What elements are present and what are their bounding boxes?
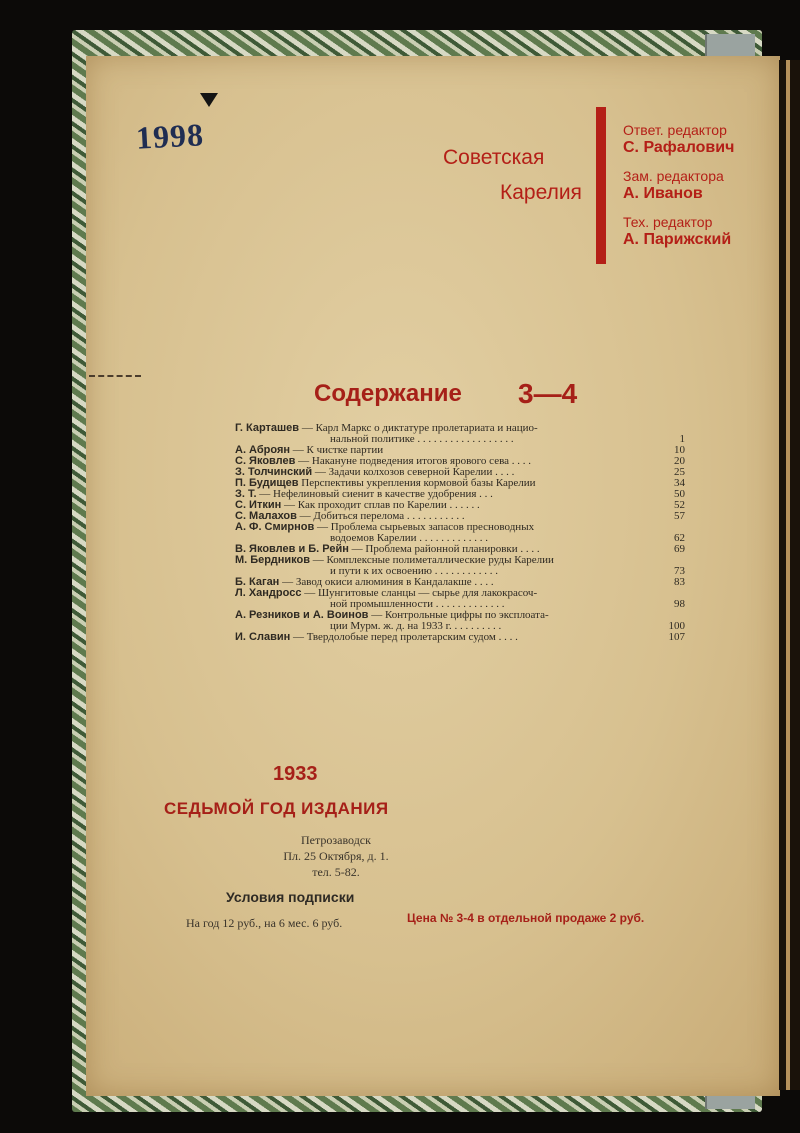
toc-entry-title: — Как проходит сплав по Карелии . . . . . . [281, 500, 480, 511]
toc-entry-title: — Завод окиси алюминия в Кандалакше . . . . [279, 577, 494, 588]
inventory-stamp-number: 1998 [135, 116, 205, 156]
single-issue-price: Цена № 3-4 в отдельной продаже 2 руб. [407, 911, 645, 925]
toc-entry [235, 555, 685, 566]
toc-entry-page: 57 [674, 510, 685, 522]
toc-entry-title: водоемов Карелии . . . . . . . . . . . . . [330, 533, 489, 544]
toc-entry-title: Перспективы укрепления кормовой базы Карелии [298, 478, 536, 489]
toc-entry-author: А. Резников и А. Воинов [235, 610, 369, 621]
page-edge-strip [786, 60, 790, 1090]
editor-role: Зам. редактора [623, 168, 724, 184]
toc-entry-author: А. Аброян [235, 445, 291, 456]
publication-year: 1933 [273, 763, 318, 785]
toc-entry-author: В. Яковлев и Б. Рейн [235, 544, 349, 555]
toc-entry-author: З. Т. [235, 489, 257, 500]
editor-role: Ответ. редактор [623, 122, 727, 138]
toc-entry [235, 599, 685, 610]
toc-entry [235, 489, 685, 500]
toc-entry-page: 98 [674, 598, 685, 610]
toc-entry-page: 100 [668, 620, 685, 632]
toc-entry-page: 52 [674, 499, 685, 511]
toc-entry [235, 566, 685, 577]
toc-entry-author: С. Яковлев [235, 456, 296, 467]
toc-entry-title: — Контрольные цифры по эксплоата- [368, 610, 549, 621]
toc-entry-page: 10 [674, 444, 685, 456]
masthead-line-1: Советская [443, 146, 545, 169]
toc-entry [235, 588, 685, 599]
editor-role: Тех. редактор [623, 214, 713, 230]
toc-entry [235, 511, 685, 522]
toc-entry-page: 62 [674, 532, 685, 544]
toc-entry-page: 20 [674, 455, 685, 467]
toc-entry [235, 577, 685, 588]
toc-entry-page: 83 [674, 576, 685, 588]
table-of-contents [235, 423, 685, 643]
editor-name: А. Иванов [623, 185, 703, 202]
toc-entry-author: М. Бердников [235, 555, 310, 566]
toc-entry-page: 1 [679, 433, 685, 445]
toc-entry [235, 500, 685, 511]
toc-entry-title: — Шунгитовые сланцы — сырье для лакокрасоч- [301, 588, 538, 599]
edition-year-label: СЕДЬМОЙ ГОД ИЗДАНИЯ [164, 799, 389, 818]
address-street: Пл. 25 Октября, д. 1. [283, 849, 389, 863]
toc-entry-title: — Накануне подведения итогов ярового сева . . . . [295, 456, 532, 467]
toc-entry-title: — Комплексные полиметаллические руды Карелии [309, 555, 554, 566]
toc-entry-page: 34 [674, 477, 685, 489]
toc-entry-title: нальной политике . . . . . . . . . . . . . . . . . . [330, 434, 514, 445]
toc-entry-title: — Задачи колхозов северной Карелии . . . . [312, 467, 515, 478]
toc-entry-page: 107 [668, 631, 685, 643]
toc-entry-page: 50 [674, 488, 685, 500]
subscription-terms: На год 12 руб., на 6 мес. 6 руб. [186, 916, 343, 930]
toc-entry [235, 544, 685, 555]
pencil-mark [89, 375, 141, 377]
address-phone: тел. 5-82. [312, 865, 360, 879]
toc-entry [235, 610, 685, 621]
toc-entry-author: А. Ф. Смирнов [235, 522, 315, 533]
toc-entry-page: 73 [674, 565, 685, 577]
address-city: Петрозаводск [301, 833, 371, 847]
toc-entry-title: — Проблема сырьевых запасов пресноводных [314, 522, 535, 533]
toc-entry-title: — Нефелиновый сиенит в качестве удобрения . . . [256, 489, 493, 500]
toc-entry-title: и пути к их освоению . . . . . . . . . . . . [330, 566, 498, 577]
toc-entry-title: ции Мурм. ж. д. на 1933 г. . . . . . . . . . [330, 621, 502, 632]
editor-name: А. Парижский [623, 231, 732, 248]
toc-entry-page: 69 [674, 543, 685, 555]
toc-entry-title: — Карл Маркс о диктатуре пролетариата и нацио- [299, 423, 538, 434]
subscription-title: Условия подписки [226, 889, 355, 905]
toc-entry-author: С. Иткин [235, 500, 282, 511]
toc-title: Содержание [314, 380, 462, 407]
toc-entry-author: Б. Каган [235, 577, 280, 588]
masthead-red-bar [596, 107, 606, 264]
triangle-mark-icon [200, 93, 218, 107]
toc-entry-title: — К чистке партии [290, 445, 384, 456]
toc-entry-title: ной промышленности . . . . . . . . . . . . . [330, 599, 505, 610]
toc-entry-author: И. Славин [235, 632, 291, 643]
masthead-line-2: Карелия [500, 181, 582, 204]
toc-entry [235, 533, 685, 544]
toc-entry-author: Г. Карташев [235, 423, 300, 434]
toc-entry [235, 456, 685, 467]
editor-name: С. Рафалович [623, 139, 735, 156]
toc-entry-author: С. Малахов [235, 511, 297, 522]
toc-entry [235, 478, 685, 489]
toc-entry-author: П. Будищев [235, 478, 299, 489]
toc-entry-title: — Добиться перелома . . . . . . . . . . . [296, 511, 465, 522]
toc-entry [235, 445, 685, 456]
toc-entry-page: 25 [674, 466, 685, 478]
toc-entry [235, 423, 685, 434]
toc-issue-number: 3—4 [518, 378, 578, 409]
toc-entry [235, 621, 685, 632]
toc-entry-author: Л. Хандросс [235, 588, 302, 599]
toc-entry [235, 467, 685, 478]
toc-entry-title: — Проблема районной планировки . . . . [348, 544, 540, 555]
toc-entry [235, 434, 685, 445]
toc-entry-title: — Твердолобые перед пролетарским судом . . . . [290, 632, 518, 643]
toc-entry [235, 522, 685, 533]
toc-entry [235, 632, 685, 643]
toc-entry-author: З. Толчинский [235, 467, 313, 478]
